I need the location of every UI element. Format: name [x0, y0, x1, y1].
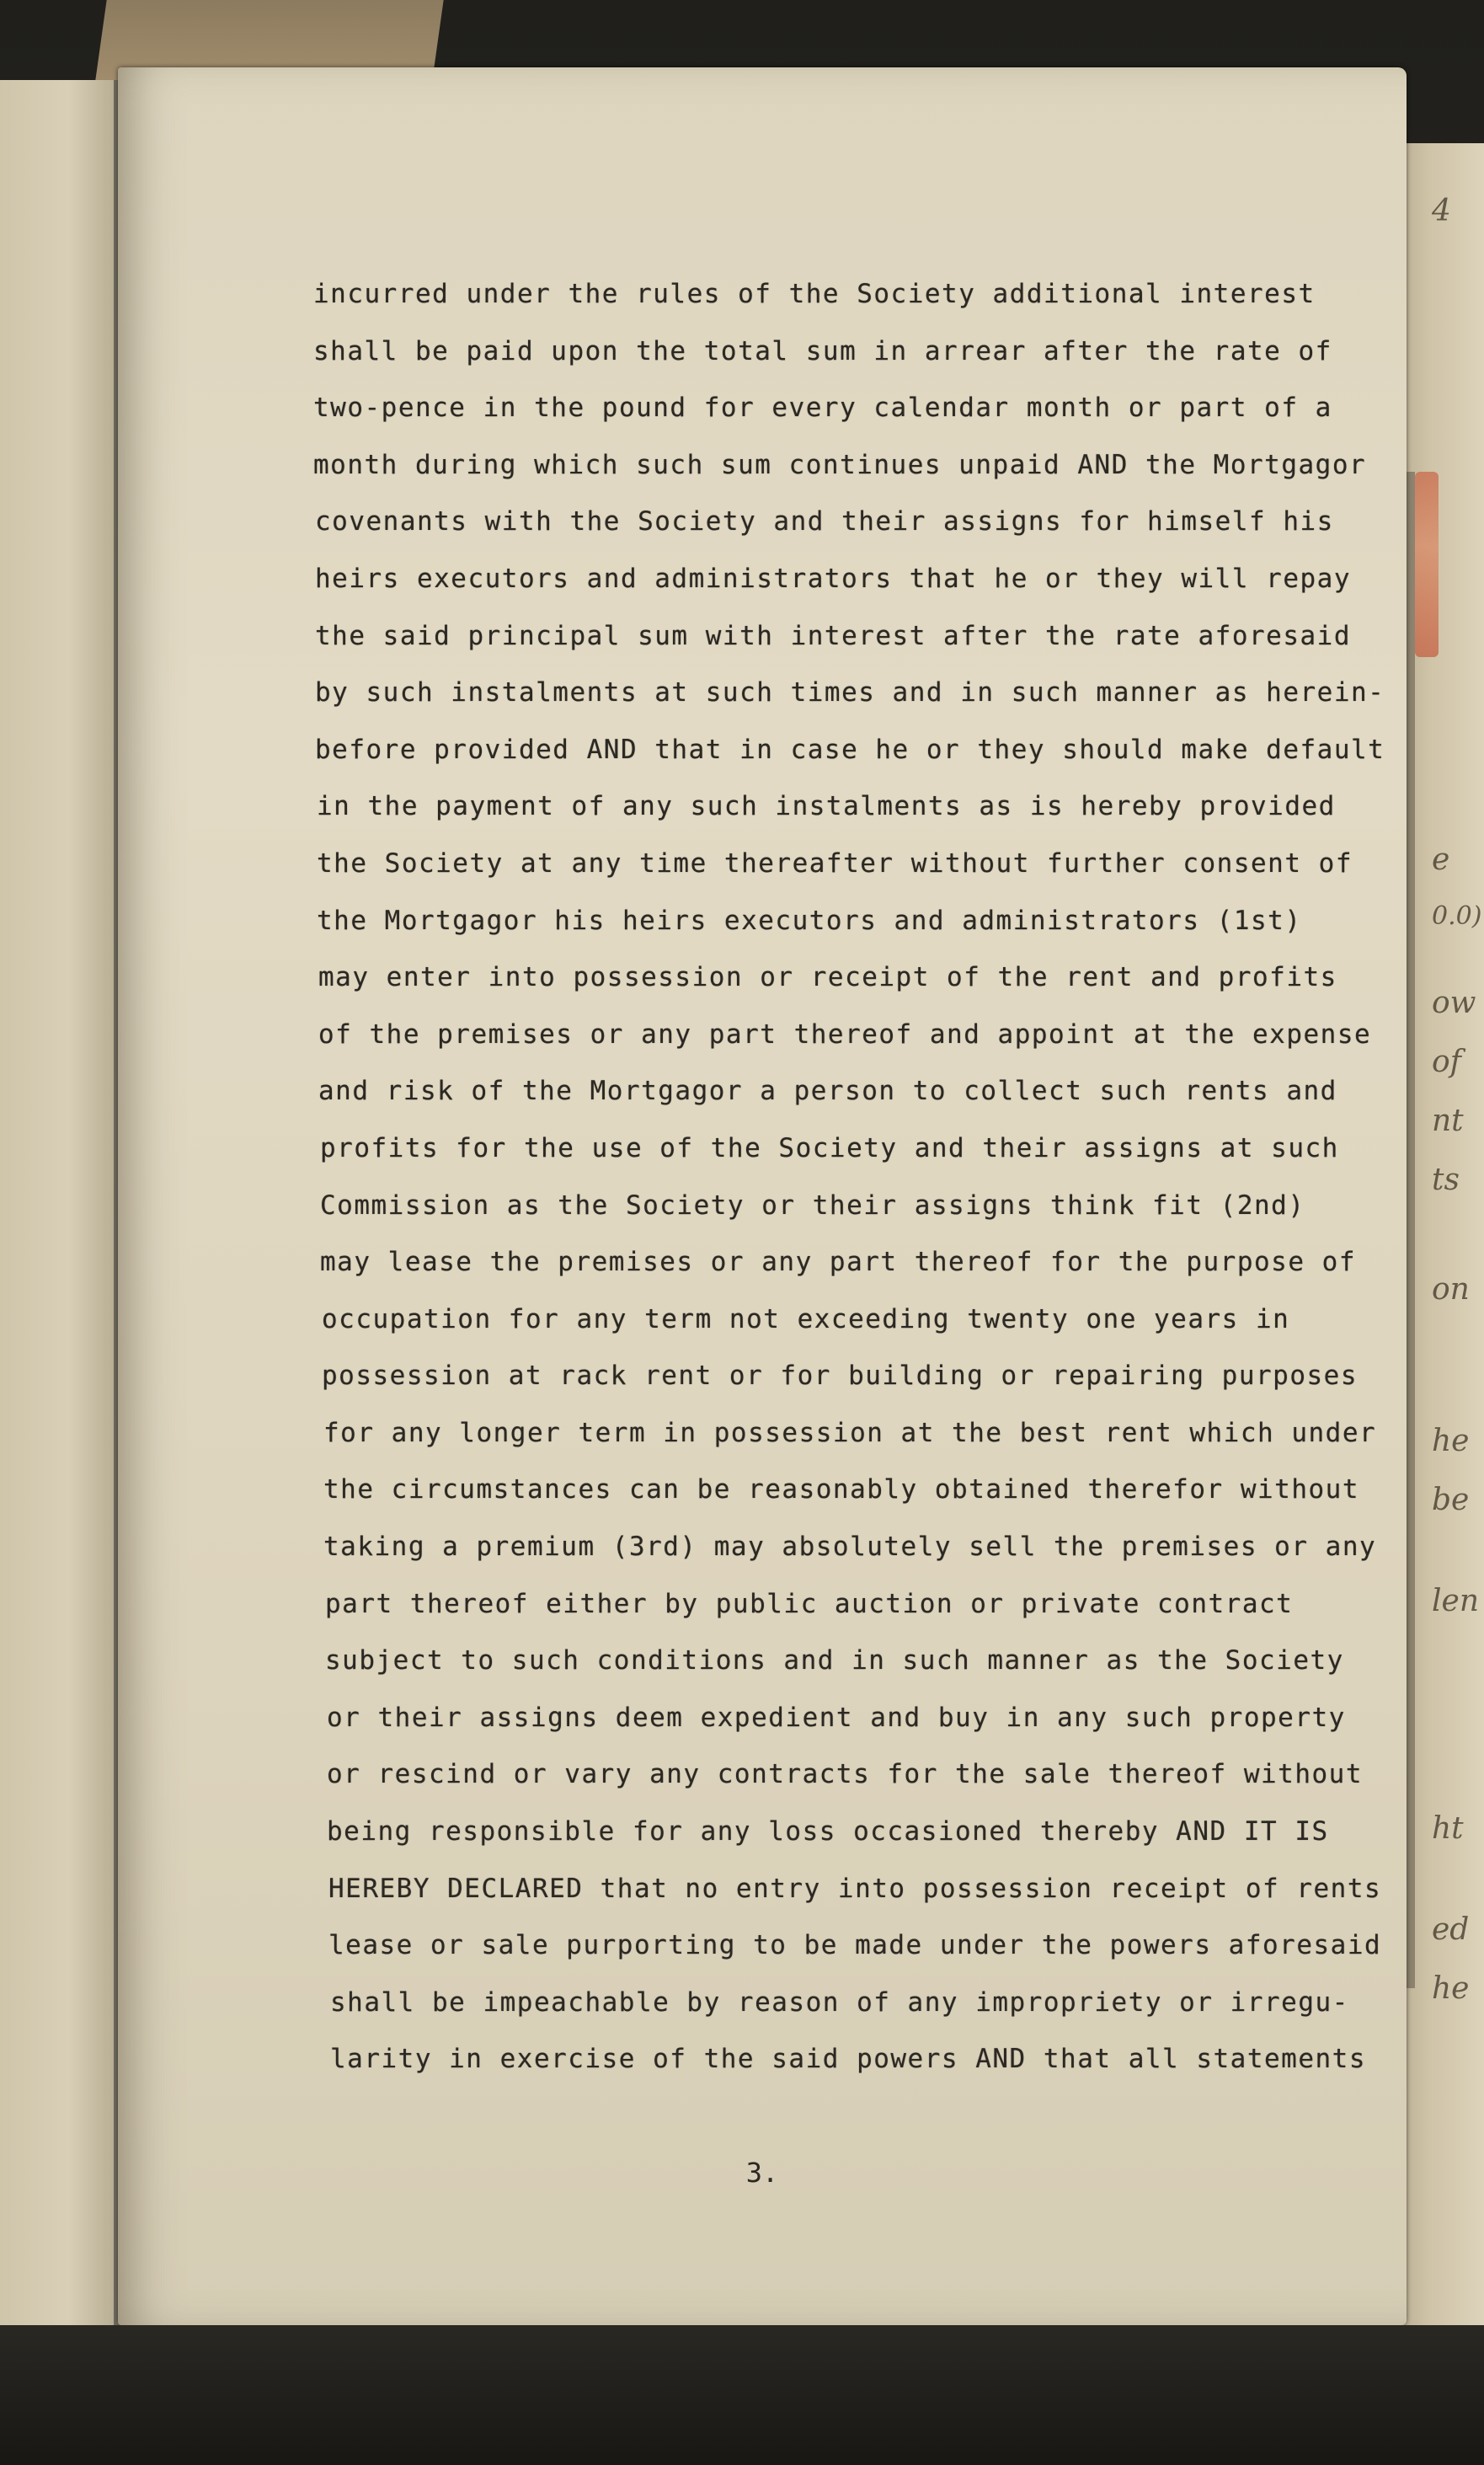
margin-note: ow — [1432, 986, 1476, 1020]
text-line: the circumstances can be reasonably obtained therefor without — [323, 1474, 1359, 1505]
text-line: by such instalments at such times and in such manner as herein- — [315, 677, 1385, 708]
text-line: or their assigns deem expedient and buy in any such property — [327, 1702, 1346, 1733]
bottom-shadow — [0, 2325, 1484, 2465]
text-line: possession at rack rent or for building or repairing purposes — [322, 1361, 1358, 1392]
text-line: two-pence in the pound for every calendar month or part of a — [313, 393, 1332, 424]
text-line: lease or sale purporting to be made under the powers aforesaid — [328, 1930, 1382, 1961]
text-line: part thereof either by public auction or private contract — [325, 1588, 1294, 1619]
text-line: the Mortgagor his heirs executors and administrators (1st) — [317, 905, 1302, 936]
margin-note: ed — [1432, 1912, 1470, 1947]
margin-note: nt — [1432, 1104, 1464, 1138]
margin-note: e — [1432, 842, 1450, 877]
margin-note: len — [1432, 1584, 1480, 1618]
text-line: and risk of the Mortgagor a person to collect such rents and — [318, 1076, 1337, 1107]
text-line: may enter into possession or receipt of the rent and profits — [318, 962, 1337, 993]
text-line: covenants with the Society and their assigns for himself his — [315, 506, 1334, 537]
page-number: 3. — [745, 2157, 779, 2189]
margin-note: of — [1432, 1045, 1461, 1079]
text-line: may lease the premises or any part thereof for the purpose of — [320, 1247, 1356, 1278]
text-line: the said principal sum with interest after the rate aforesaid — [315, 620, 1351, 651]
text-line: taking a premium (3rd) may absolutely sell the premises or any — [323, 1532, 1377, 1563]
text-line: occupation for any term not exceeding twenty one years in — [322, 1303, 1290, 1334]
text-line: heirs executors and administrators that he or they will repay — [315, 563, 1351, 594]
margin-note: be — [1432, 1483, 1470, 1517]
text-line: for any longer term in possession at the best rent which under — [323, 1417, 1377, 1448]
text-line: profits for the use of the Society and their assigns at such — [320, 1132, 1339, 1163]
margin-note: 0.0) — [1432, 901, 1482, 931]
margin-note: ht — [1432, 1811, 1464, 1846]
margin-note: he — [1432, 1424, 1470, 1458]
text-line: month during which such sum continues unpaid AND the Mortgagor — [313, 449, 1367, 480]
text-line: incurred under the rules of the Society additional interest — [313, 279, 1316, 309]
text-line: the Society at any time thereafter without further consent of — [317, 848, 1353, 879]
text-line: larity in exercise of the said powers AND that all statements — [330, 2044, 1366, 2075]
margin-note: he — [1432, 1971, 1470, 2006]
document-page — [118, 67, 1407, 2325]
text-line: before provided AND that in case he or they should make default — [315, 734, 1385, 765]
text-line: shall be paid upon the total sum in arrear after the rate of — [313, 335, 1332, 366]
text-line: HEREBY DECLARED that no entry into possession receipt of rents — [328, 1873, 1382, 1904]
left-page-edge — [0, 80, 117, 2338]
text-line: subject to such conditions and in such manner as the Society — [325, 1645, 1344, 1676]
text-line: in the payment of any such instalments as is hereby provided — [317, 791, 1336, 822]
margin-note: on — [1432, 1272, 1470, 1307]
text-line: being responsible for any loss occasioned thereby AND IT IS — [327, 1816, 1329, 1847]
margin-note: 4 — [1432, 194, 1451, 228]
text-line: of the premises or any part thereof and appoint at the expense — [318, 1019, 1372, 1050]
text-line: shall be impeachable by reason of any impropriety or irregu- — [330, 1986, 1349, 2018]
text-line: Commission as the Society or their assigns think fit (2nd) — [320, 1190, 1305, 1221]
text-line: or rescind or vary any contracts for the sale thereof without — [327, 1759, 1363, 1790]
margin-note: ts — [1432, 1163, 1460, 1197]
typed-body-text — [313, 266, 1425, 2088]
